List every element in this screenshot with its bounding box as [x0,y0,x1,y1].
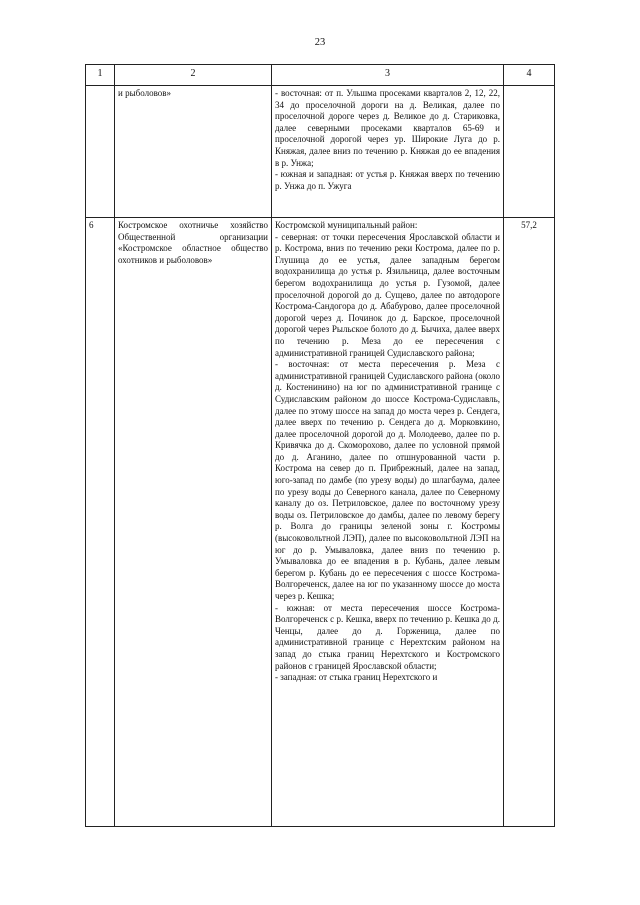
boundary-paragraph: Костромской муниципальный район: [275,220,418,230]
organization-name-cell: и рыболовов» [115,86,272,218]
header-cell-1: 1 [86,65,115,86]
table-row [86,218,555,827]
page-number: 23 [314,37,326,48]
boundary-paragraph: - восточная: от п. Ульшма просеками кварталов 2, 12, 22, 34 до проселочной дороги на д. Великая, далее по проселочной дороге через д. Великое до д. Стариковка, далее северными просеками кварталов 65-69 и проселочной дорогой через ур. Широкие Луга до р. Княжая, далее вниз по течению р. Княжая до ее впадения в р. Унжа; [275,88,500,168]
header-cell-4: 4 [504,65,555,86]
table-header-row [86,65,555,86]
boundary-paragraph: - южная и западная: от устья р. Княжая вверх по течению р. Унжа до п. Ужуга [275,169,500,191]
area-cell: 57,2 [504,218,555,827]
header-cell-3: 3 [272,65,504,86]
boundary-description-cell [272,218,504,827]
boundary-paragraph: - южная: от места пересечения шоссе Кострома-Волгореченск с р. Кешка, вверх по течению р. Кешка до д. Ченцы, далее до д. Горженица, далее по административной границе с Нерехтским районом на запад до стыка границ Нерехтского и Костромского районов с границей Ярославской области; [275,602,500,671]
organization-name-cell: Костромское охотничье хозяйство Общественной организации «Костромское областное общество охотников и рыболовов» [115,218,272,827]
header-cell-2: 2 [115,65,272,86]
boundary-paragraph: - северная: от точки пересечения Ярославской области и р. Кострома, вниз по течению реки Кострома, далее по р. Глушица до ее устья, далее западным берегом водохранилища до устья р. Язильница, далее восточным берегом водохранилища до устья р. Гузомой, далее проселочной дорогой до д. Сущево, далее по автодороге Кострома-Сандогора до д. Абабурово, далее проселочной дорогой через д. Починок до д. Барское, проселочной дорогой через Рыльское болото до д. Бычиха, далее вверх по течению р. Меза до ее пересечения с административной границей Судиславского района; [275,231,500,358]
boundary-description-cell [272,86,504,218]
row-number-cell [86,86,115,218]
table-row [86,86,555,218]
hunting-grounds-table [85,64,555,827]
area-cell [504,86,555,218]
boundary-paragraph: - восточная: от места пересечения р. Меза с административной границей Судиславского района (около д. Костенинино) на юг по административной границе с Судиславским районом до шоссе Кострома-Судиславль, далее по этому шоссе на запад до моста через р. Сендега, далее вверх по течению р. Сендега до д. Морковкино, далее проселочной дорогой до д. Молодеево, далее по р. Кривячка до д. Скоморохово, далее по условной прямой до д. Аганино, далее по отшнурованной части р. Кострома на север до п. Прибрежный, далее на запад, юго-запад по дамбе (по урезу воды) до шлагбаума, далее по урезу воды до Северного канала, далее по Северному каналу до оз. Петриловское, далее по восточному урезу воды оз. Петриловское до дамбы, далее по левому берегу р. Волга до границы зеленой зоны г. Костромы (высоковольтной ЛЭП), далее по высоковольтной ЛЭП на юг до р. Умываловка, далее вниз по течению р. Умываловка до ее впадения в р. Кубань, далее левым берегом р. Кубань до ее пересечения с шоссе Кострома-Волгореченск, далее на юг по указанному шоссе до моста через р. Кешка; [275,359,500,601]
boundary-paragraph: - западная: от стыка границ Нерехтского и [275,672,438,683]
row-number-cell: 6 [86,218,115,827]
